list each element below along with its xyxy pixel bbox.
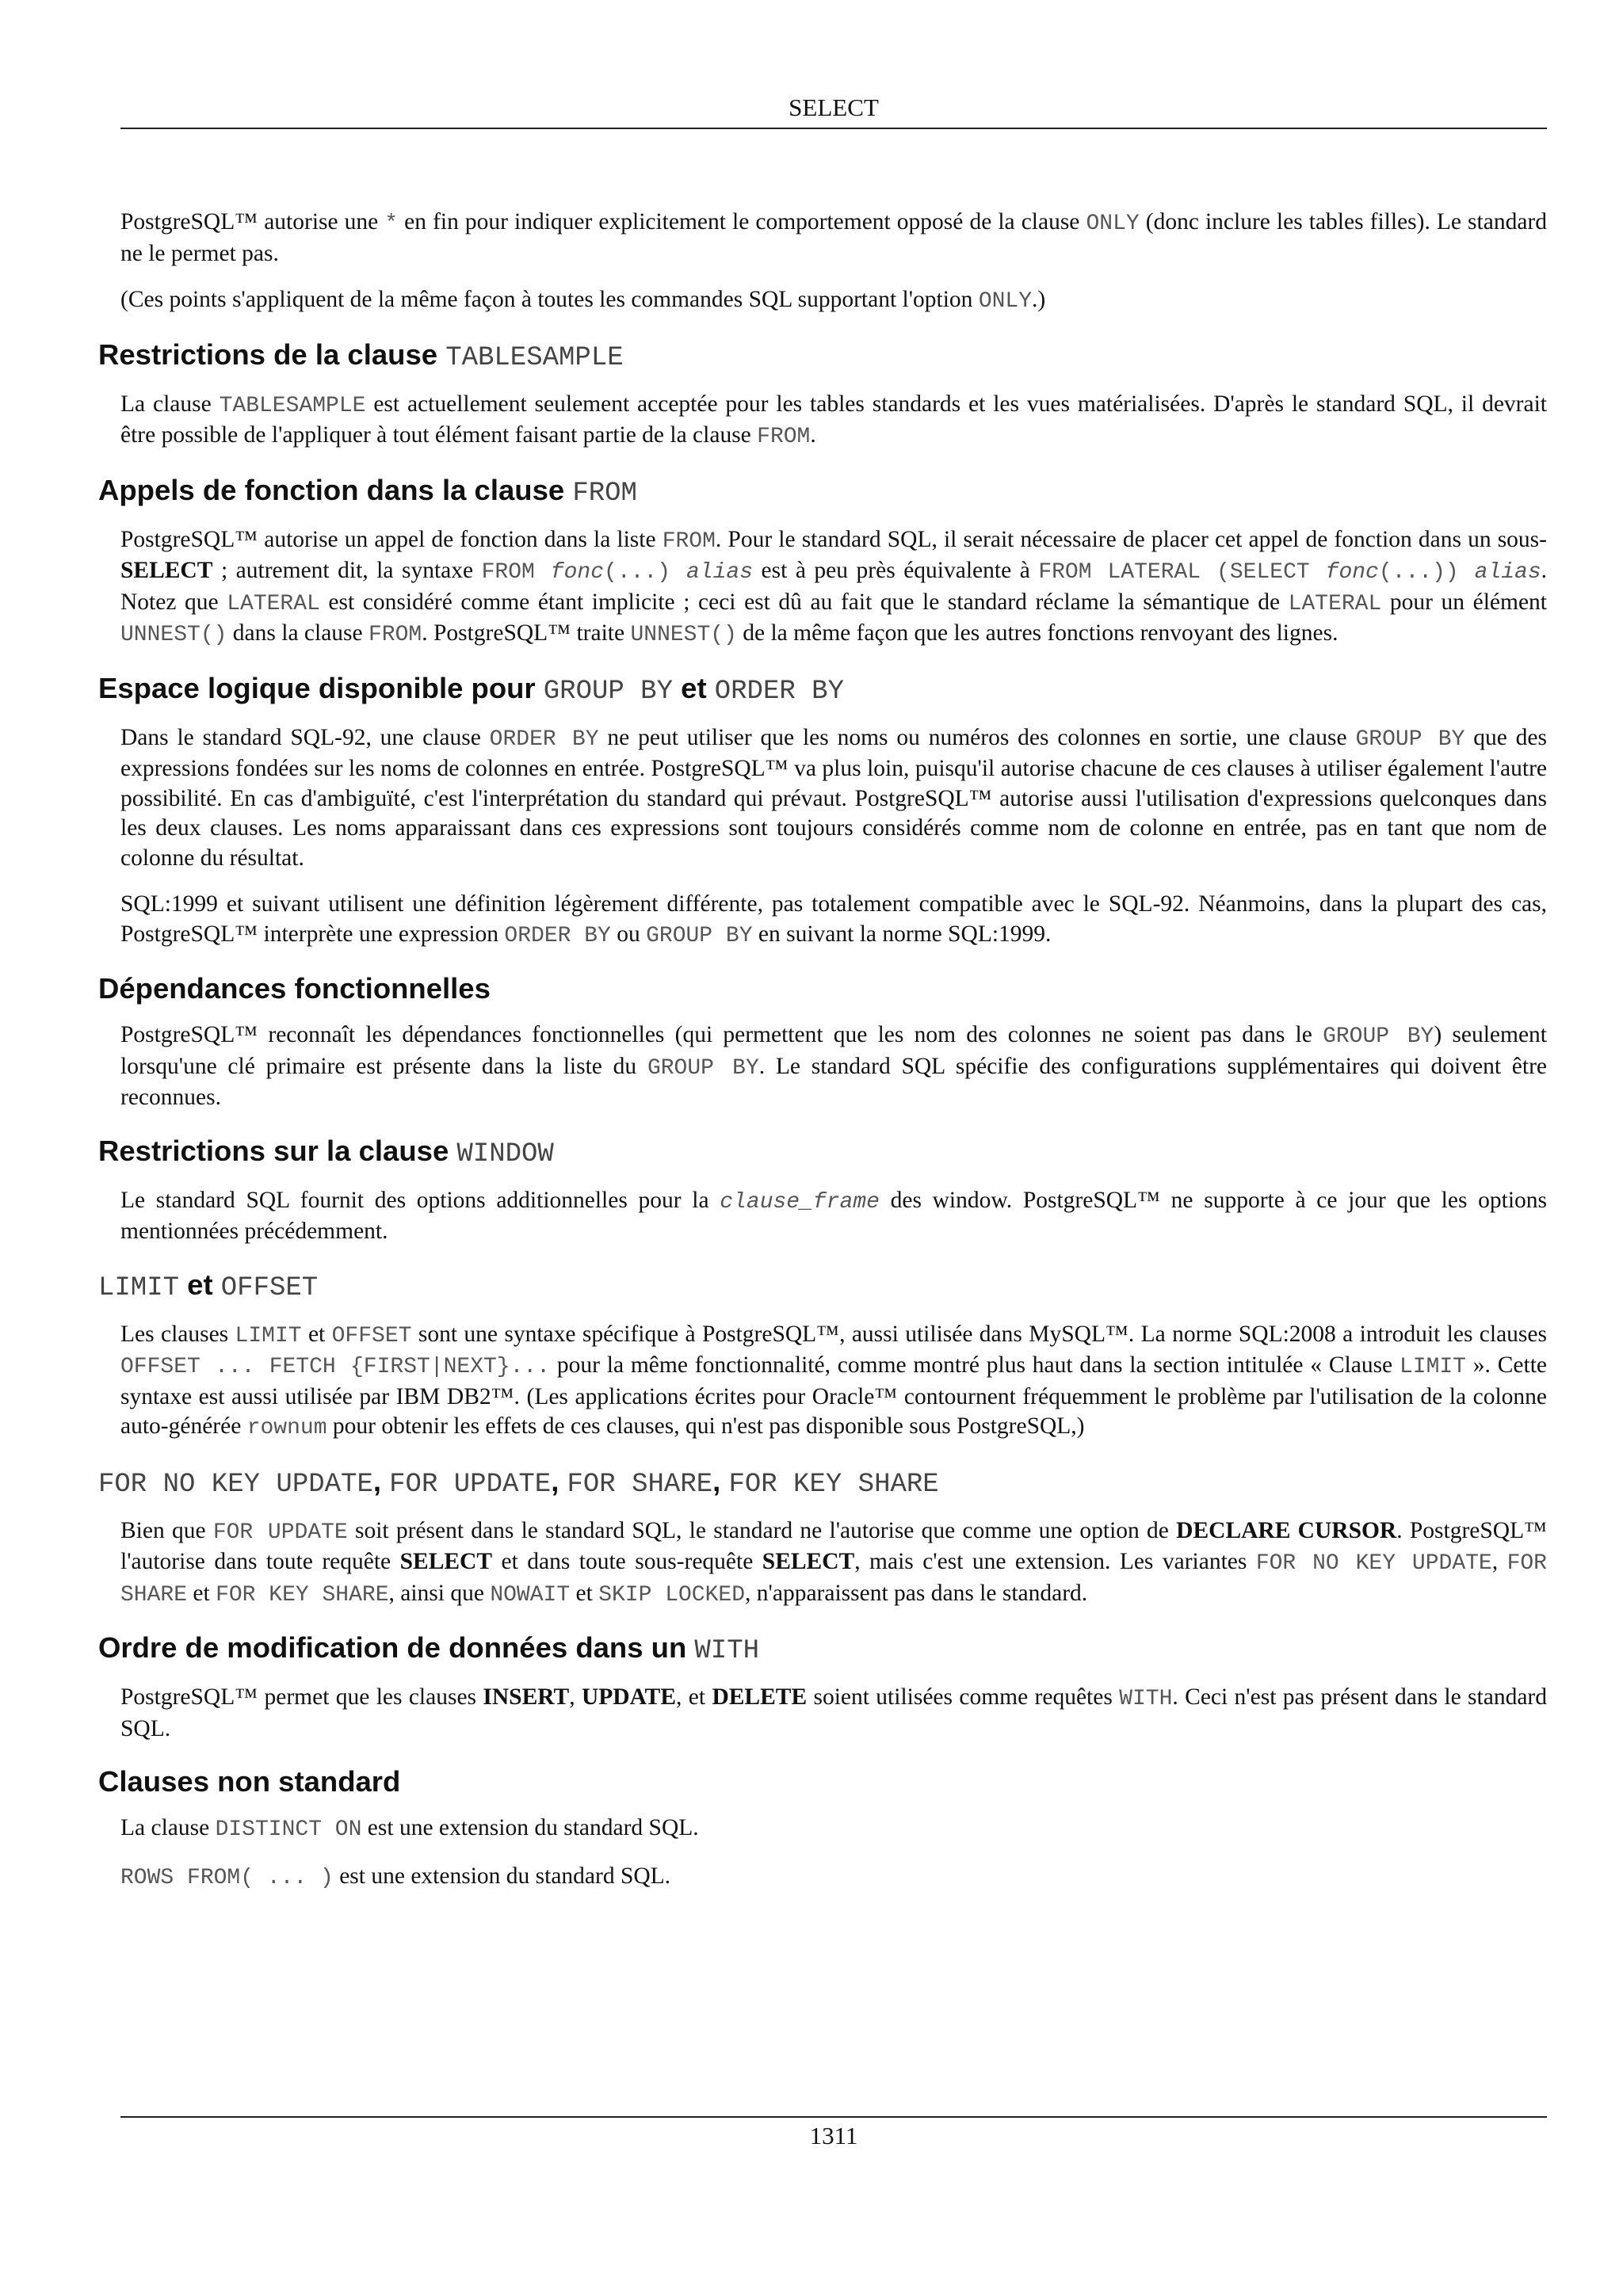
heading-code: ORDER BY — [714, 676, 844, 707]
text: pour la même fonctionnalité, comme montré plus haut dans la section intitulée « Clause — [550, 1352, 1400, 1378]
inline-code: TABLESAMPLE — [219, 393, 366, 418]
text: pour un élément — [1381, 589, 1547, 615]
section-heading-window — [98, 1134, 1547, 1172]
text: en fin pour indiquer explicitement le comportement opposé de la clause — [398, 209, 1086, 235]
inline-code: FROM — [481, 560, 551, 585]
text: .) — [1032, 287, 1046, 312]
replaceable-code: clause_frame — [720, 1189, 880, 1215]
paragraph — [120, 1814, 1547, 1845]
text: dans la clause — [227, 620, 369, 646]
text: , — [1491, 1549, 1507, 1574]
paragraph — [120, 1320, 1547, 1444]
heading-text: , — [551, 1464, 567, 1497]
inline-code: FOR KEY SHARE — [216, 1582, 389, 1608]
inline-code: ROWS FROM( ... ) — [120, 1865, 334, 1890]
text: , n'apparaissent pas dans le standard. — [745, 1580, 1088, 1606]
heading-text: Espace logique disponible pour — [98, 671, 544, 704]
section-heading-with — [98, 1630, 1547, 1669]
page-number: 1311 — [809, 2122, 858, 2149]
inline-code: UNNEST() — [630, 623, 737, 647]
text: et — [187, 1580, 216, 1606]
text: est une extension du standard SQL. — [333, 1863, 671, 1889]
text: . PostgreSQL™ l'autorise dans toute requête — [120, 1517, 1547, 1574]
section-heading-limit-offset — [98, 1268, 1547, 1306]
heading-code: FOR SHARE — [567, 1469, 713, 1500]
text: et dans toute sous-requête — [492, 1549, 762, 1574]
inline-code: LATERAL — [227, 591, 320, 616]
paragraph — [120, 1020, 1547, 1113]
section-heading-functional-dependencies — [98, 971, 1547, 1006]
heading-code: FOR KEY SHARE — [728, 1469, 939, 1500]
inline-code: WITH — [1119, 1687, 1173, 1711]
document-page — [98, 0, 1548, 2296]
text: est considéré comme étant implicite ; ceci est dû au fait que le standard réclame la sémantique de — [319, 589, 1289, 615]
inline-code: rownum — [246, 1416, 327, 1440]
heading-text: Ordre de modification de données dans un — [98, 1631, 695, 1664]
heading-code: FOR UPDATE — [389, 1469, 552, 1500]
inline-code: OFFSET — [331, 1323, 412, 1348]
heading-text: Restrictions sur la clause — [98, 1134, 457, 1167]
section-heading-locking-clauses — [98, 1464, 1547, 1502]
text: . Notez que — [120, 558, 1548, 615]
text: soit présent dans le standard SQL, le standard ne l'autorise que comme une option de — [347, 1517, 1177, 1543]
heading-code: OFFSET — [220, 1272, 319, 1303]
inline-code: LIMIT — [235, 1323, 302, 1348]
section-heading-function-calls — [98, 473, 1547, 511]
text: en suivant la norme SQL:1999. — [752, 921, 1052, 947]
paragraph — [120, 525, 1547, 650]
inline-code: GROUP BY — [1323, 1024, 1434, 1049]
section-heading-nonstandard-clauses — [98, 1764, 1547, 1799]
replaceable-code: fonc — [1325, 560, 1379, 585]
text: soient utilisées comme requêtes — [807, 1684, 1120, 1710]
paragraph — [120, 890, 1547, 951]
section-heading-tablesample — [98, 338, 1547, 376]
text: PostgreSQL™ permet que les clauses — [120, 1684, 483, 1710]
text: et — [301, 1321, 332, 1347]
inline-code: FOR UPDATE — [212, 1520, 348, 1545]
heading-text: , — [372, 1464, 390, 1497]
heading-text: , — [712, 1464, 729, 1497]
command-name: SELECT — [762, 1549, 855, 1574]
inline-code: SKIP LOCKED — [598, 1582, 746, 1608]
heading-text: Restrictions de la clause — [98, 338, 446, 371]
text: La clause — [120, 391, 220, 417]
text: PostgreSQL™ autorise un appel de fonction dans la liste — [120, 526, 663, 552]
inline-code: FOR SHARE — [120, 1551, 1547, 1608]
section-heading-namespace — [98, 671, 1547, 709]
heading-code: FROM — [572, 478, 637, 509]
command-name: INSERT — [483, 1684, 570, 1710]
text: , ainsi que — [388, 1580, 491, 1606]
heading-code: WINDOW — [456, 1138, 554, 1169]
footer-rule — [120, 2116, 1547, 2118]
paragraph — [120, 1186, 1547, 1247]
inline-code: ORDER BY — [489, 727, 599, 752]
command-name: SELECT — [399, 1549, 493, 1574]
heading-code: GROUP BY — [543, 676, 673, 707]
text: ne peut utiliser que les noms ou numéros des colonnes en sortie, une clause — [598, 724, 1356, 750]
text: Les clauses — [120, 1321, 235, 1347]
inline-code: LATERAL — [1288, 591, 1382, 616]
inline-code: ONLY — [978, 289, 1033, 314]
heading-text: Dépendances fonctionnelles — [98, 972, 491, 1005]
inline-code: OFFSET ... FETCH {FIRST|NEXT}... — [120, 1355, 551, 1379]
inline-code: FROM — [369, 623, 422, 647]
inline-code: UNNEST() — [120, 623, 227, 647]
heading-text: et — [179, 1268, 221, 1301]
text: ou — [610, 921, 647, 947]
inline-code: GROUP BY — [1355, 727, 1465, 752]
text: . PostgreSQL™ traite — [422, 620, 631, 646]
heading-code: FOR NO KEY UPDATE — [98, 1469, 373, 1500]
text: La clause — [120, 1815, 216, 1840]
replaceable-code: alias — [1474, 560, 1541, 585]
text: est à peu près équivalente à — [753, 558, 1039, 583]
command-name: UPDATE — [581, 1684, 677, 1710]
inline-code: LIMIT — [1399, 1355, 1466, 1379]
text: Dans le standard SQL-92, une clause — [120, 724, 490, 750]
heading-text: et — [673, 671, 715, 704]
text: pour obtenir les effets de ces clauses, qui n'est pas disponible sous PostgreSQL,) — [327, 1413, 1085, 1439]
heading-code: LIMIT — [98, 1272, 180, 1303]
heading-text: Appels de fonction dans la clause — [98, 473, 573, 506]
inline-code: ORDER BY — [504, 923, 611, 948]
inline-code: NOWAIT — [490, 1582, 571, 1608]
text: est une extension du standard SQL. — [361, 1815, 699, 1840]
inline-code: FROM — [757, 425, 811, 449]
text: . — [810, 422, 816, 448]
text: des window. PostgreSQL™ ne supporte à ce jour que les options mentionnées précédemment. — [120, 1187, 1548, 1244]
text: . Le standard SQL spécifie des configurations supplémentaires qui doivent être reconnues. — [120, 1053, 1547, 1110]
inline-code: * — [384, 212, 399, 236]
page-content — [98, 208, 1548, 1909]
inline-code: GROUP BY — [646, 923, 753, 948]
paragraph — [120, 723, 1547, 874]
paragraph — [120, 1683, 1547, 1744]
paragraph — [120, 1516, 1547, 1611]
heading-text: Clauses non standard — [98, 1765, 401, 1798]
text: . Ceci n'est pas présent dans le standard SQL. — [120, 1684, 1547, 1741]
inline-code: ONLY — [1086, 212, 1140, 236]
text: (donc inclure les tables filles). Le standard ne le permet pas. — [120, 209, 1547, 266]
inline-code: FOR NO KEY UPDATE — [1255, 1551, 1492, 1576]
text: que des expressions fondées sur les noms de colonnes en entrée. PostgreSQL™ va plus loin, puisqu'il autorise chacune de ces clauses à utiliser également l'autre possibilité. En cas d'ambiguïté, c'est l'interprétation du standard qui prévaut. PostgreSQL™ autorise aussi l'utilisation d'expressions quelconques dans les deux clauses. Les noms apparaissant dans ces expressions sont toujours considérés comme nom de colonne en entrée, pas en tant que nom de colonne du résultat. — [120, 724, 1548, 871]
text: PostgreSQL™ reconnaît les dépendances fonctionnelles (qui permettent que les nom des colonnes ne soient pas dans le — [120, 1022, 1323, 1047]
inline-code: DISTINCT ON — [215, 1817, 362, 1842]
text: PostgreSQL™ autorise une — [120, 209, 385, 235]
command-name: SELECT — [120, 558, 213, 583]
inline-code: (...)) — [1378, 560, 1475, 585]
paragraph — [120, 208, 1547, 269]
replaceable-code: alias — [685, 560, 753, 585]
inline-code: (...) — [604, 560, 686, 585]
text: est actuellement seulement acceptée pour les tables standards et les vues matérialisées. D'après le standard SQL, il devrait être possible de l'appliquer à tout élément faisant partie de la clause — [120, 391, 1547, 448]
text: . Pour le standard SQL, il serait nécessaire de placer cet appel de fonction dans un sous- — [715, 526, 1547, 552]
text: , — [569, 1684, 582, 1710]
command-name: DELETE — [712, 1684, 808, 1710]
text: sont une syntaxe spécifique à PostgreSQL™, aussi utilisée dans MySQL™. La norme SQL:2008 a introduit les clauses — [411, 1321, 1547, 1347]
text: SQL:1999 et suivant utilisent une définition légèrement différente, pas totalement compatible avec le SQL-92. Néanmoins, dans la plupart des cas, PostgreSQL™ interprète une expression — [120, 891, 1547, 947]
heading-code: TABLESAMPLE — [445, 342, 624, 373]
text: ) seulement lorsqu'une clé primaire est présente dans la liste du — [120, 1022, 1547, 1079]
header-rule — [120, 128, 1547, 129]
paragraph — [120, 1862, 1547, 1894]
command-name: DECLARE CURSOR — [1176, 1517, 1397, 1543]
inline-code: FROM LATERAL (SELECT — [1038, 560, 1326, 585]
text: , mais c'est une extension. Les variantes — [854, 1549, 1256, 1574]
text: ». Cette syntaxe est aussi utilisée par IBM DB2™. (Les applications écrites pour Oracle™ contournent fréquemment le problème par l'utilisation de la colonne auto-générée — [120, 1352, 1548, 1439]
text: de la même façon que les autres fonctions renvoyant des lignes. — [736, 620, 1338, 646]
paragraph — [120, 285, 1547, 317]
running-header: SELECT — [789, 93, 879, 121]
replaceable-code: fonc — [550, 560, 605, 585]
text: (Ces points s'appliquent de la même façon à toutes les commandes SQL supportant l'option — [120, 287, 979, 312]
inline-code: GROUP BY — [647, 1055, 759, 1081]
inline-code: FROM — [662, 528, 716, 554]
heading-code: WITH — [694, 1636, 760, 1666]
text: et — [570, 1580, 599, 1606]
text: , et — [676, 1684, 712, 1710]
paragraph — [120, 390, 1547, 452]
text: Bien que — [120, 1517, 213, 1543]
text: Le standard SQL fournit des options additionnelles pour la — [120, 1187, 720, 1213]
text: ; autrement dit, la syntaxe — [212, 558, 482, 583]
